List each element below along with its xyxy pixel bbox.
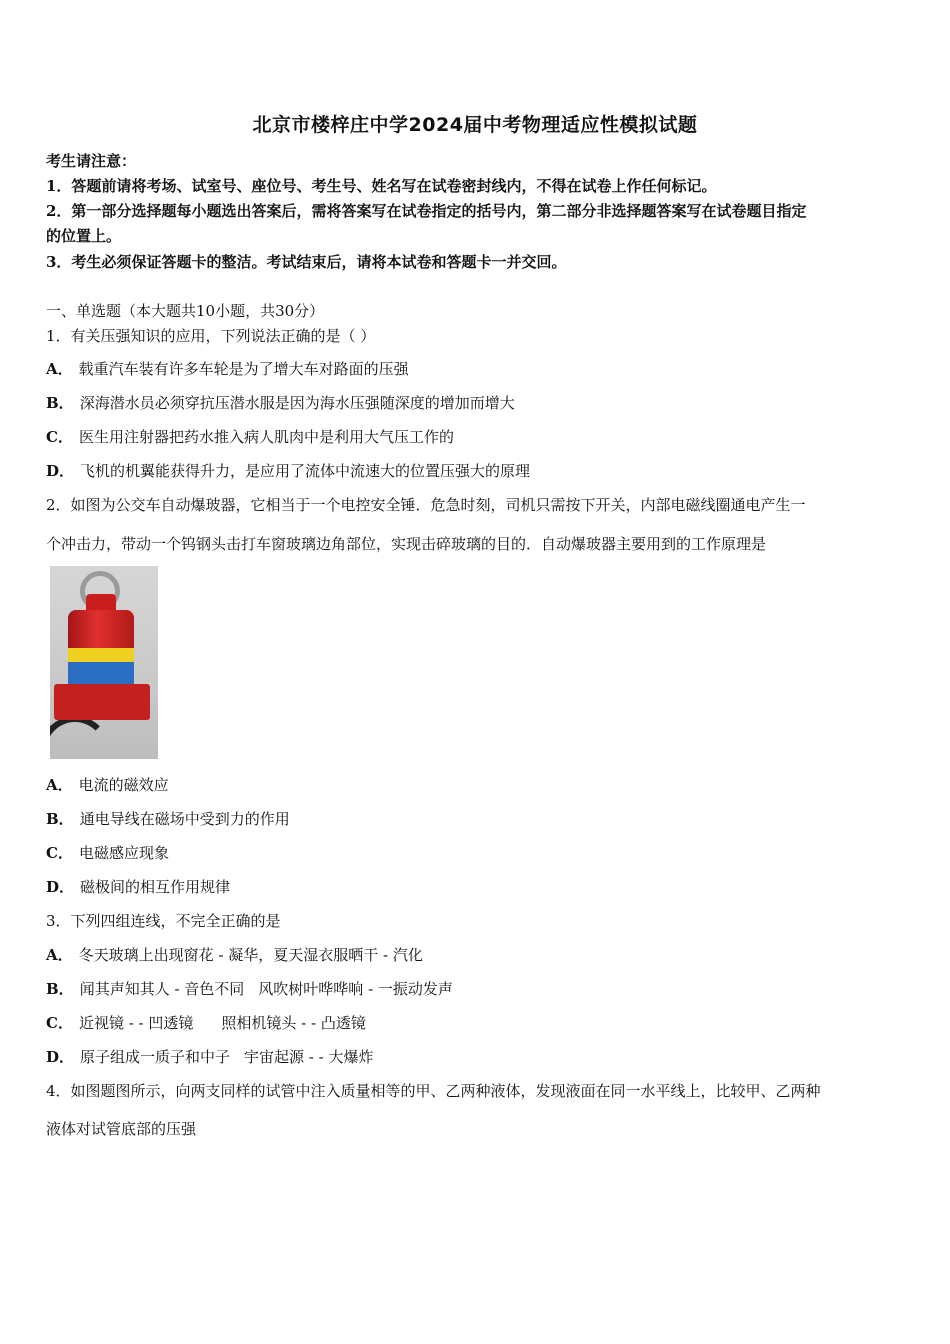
option-text-part2: 宇宙起源 - - 大爆炸: [244, 1048, 374, 1066]
option-label: C．: [46, 428, 73, 446]
option-text-part2: 照相机镜头 - - 凸透镜: [221, 1014, 366, 1032]
mount-base-shape: [54, 684, 150, 720]
auto-glass-breaker-photo: [50, 566, 158, 759]
q2-option-d: [46, 877, 230, 897]
q4-stem-line-1: 4．如图题图所示，向两支同样的试管中注入质量相等的甲、乙两种液体，发现液面在同一水平线上，比较甲、乙两种: [46, 1082, 821, 1100]
option-label: C．: [46, 844, 73, 862]
option-label: D．: [46, 462, 75, 480]
notice-item-1: 1．答题前请将考场、试室号、座位号、考生号、姓名写在试卷密封线内，不得在试卷上作任何标记。: [46, 177, 717, 195]
q4-stem-line-2: 液体对试管底部的压强: [46, 1120, 197, 1138]
option-text: 飞机的机翼能获得升力，是应用了流体中流速大的位置压强大的原理: [80, 462, 531, 480]
option-text: 通电导线在磁场中受到力的作用: [79, 810, 290, 828]
q3-option-a: [46, 945, 423, 965]
q2-stem-line-2: 个冲击力，带动一个钨钢头击打车窗玻璃边角部位，实现击碎玻璃的目的．自动爆玻器主要用到的工作原理是: [46, 535, 767, 553]
q2-option-c: [46, 843, 169, 863]
option-text: 磁极间的相互作用规律: [80, 878, 231, 896]
q2-option-a: [46, 775, 169, 795]
option-label: A．: [46, 776, 73, 794]
option-text-part1: 闻其声知其人 - 音色不同: [79, 980, 245, 998]
page-title: 北京市楼梓庄中学2024届中考物理适应性模拟试题: [252, 114, 698, 136]
option-text: 电磁感应现象: [78, 844, 169, 862]
q3-stem: 3．下列四组连线，不完全正确的是: [46, 912, 281, 930]
q3-option-d: [46, 1047, 373, 1067]
q1-option-d: [46, 461, 530, 481]
q2-stem-line-1: 2．如图为公交车自动爆玻器，它相当于一个电控安全锤．危急时刻，司机只需按下开关，内部电磁线圈通电产生一: [46, 496, 806, 514]
option-text-part1: 近视镜 - - 凹透镜: [78, 1014, 194, 1032]
yellow-label-band: [68, 648, 134, 662]
q3-option-b: [46, 979, 453, 999]
option-label: C．: [46, 1014, 73, 1032]
q3-option-c: [46, 1013, 366, 1033]
q1-stem: 1．有关压强知识的应用，下列说法正确的是（ ）: [46, 327, 376, 345]
option-text: 医生用注射器把药水推入病人肌肉中是利用大气压工作的: [78, 428, 454, 446]
section-heading: 一、单选题（本大题共10小题，共30分）: [46, 302, 325, 320]
notice-heading: 考生请注意：: [46, 152, 137, 170]
option-label: B．: [46, 980, 74, 998]
q1-option-c: [46, 427, 454, 447]
option-label: B．: [46, 810, 74, 828]
q1-option-a: [46, 359, 409, 379]
option-label: B．: [46, 394, 74, 412]
q1-option-b: [46, 393, 515, 413]
option-text: 电流的磁效应: [78, 776, 169, 794]
option-text: 深海潜水员必须穿抗压潜水服是因为海水压强随深度的增加而增大: [79, 394, 515, 412]
option-text-part1: 冬天玻璃上出现窗花 - 凝华，: [78, 946, 274, 964]
option-label: A．: [46, 360, 73, 378]
notice-item-2: 2．第一部分选择题每小题选出答案后，需将答案写在试卷指定的括号内，第二部分非选择题答案写在试卷题目指定: [46, 202, 807, 220]
cable-shape: [50, 716, 110, 759]
q2-option-b: [46, 809, 290, 829]
option-label: A．: [46, 946, 73, 964]
option-text-part1: 原子组成一质子和中子: [80, 1048, 231, 1066]
notice-item-3: 3．考生必须保证答题卡的整洁。考试结束后，请将本试卷和答题卡一并交回。: [46, 253, 567, 271]
option-label: D．: [46, 1048, 75, 1066]
option-label: D．: [46, 878, 75, 896]
option-text-part2: 夏天湿衣服晒干 - 汽化: [273, 946, 423, 964]
option-text-part2: 风吹树叶哗哗响 - 一振动发声: [258, 980, 453, 998]
notice-item-2-cont: 的位置上。: [46, 227, 122, 245]
option-text: 载重汽车装有许多车轮是为了增大车对路面的压强: [78, 360, 409, 378]
